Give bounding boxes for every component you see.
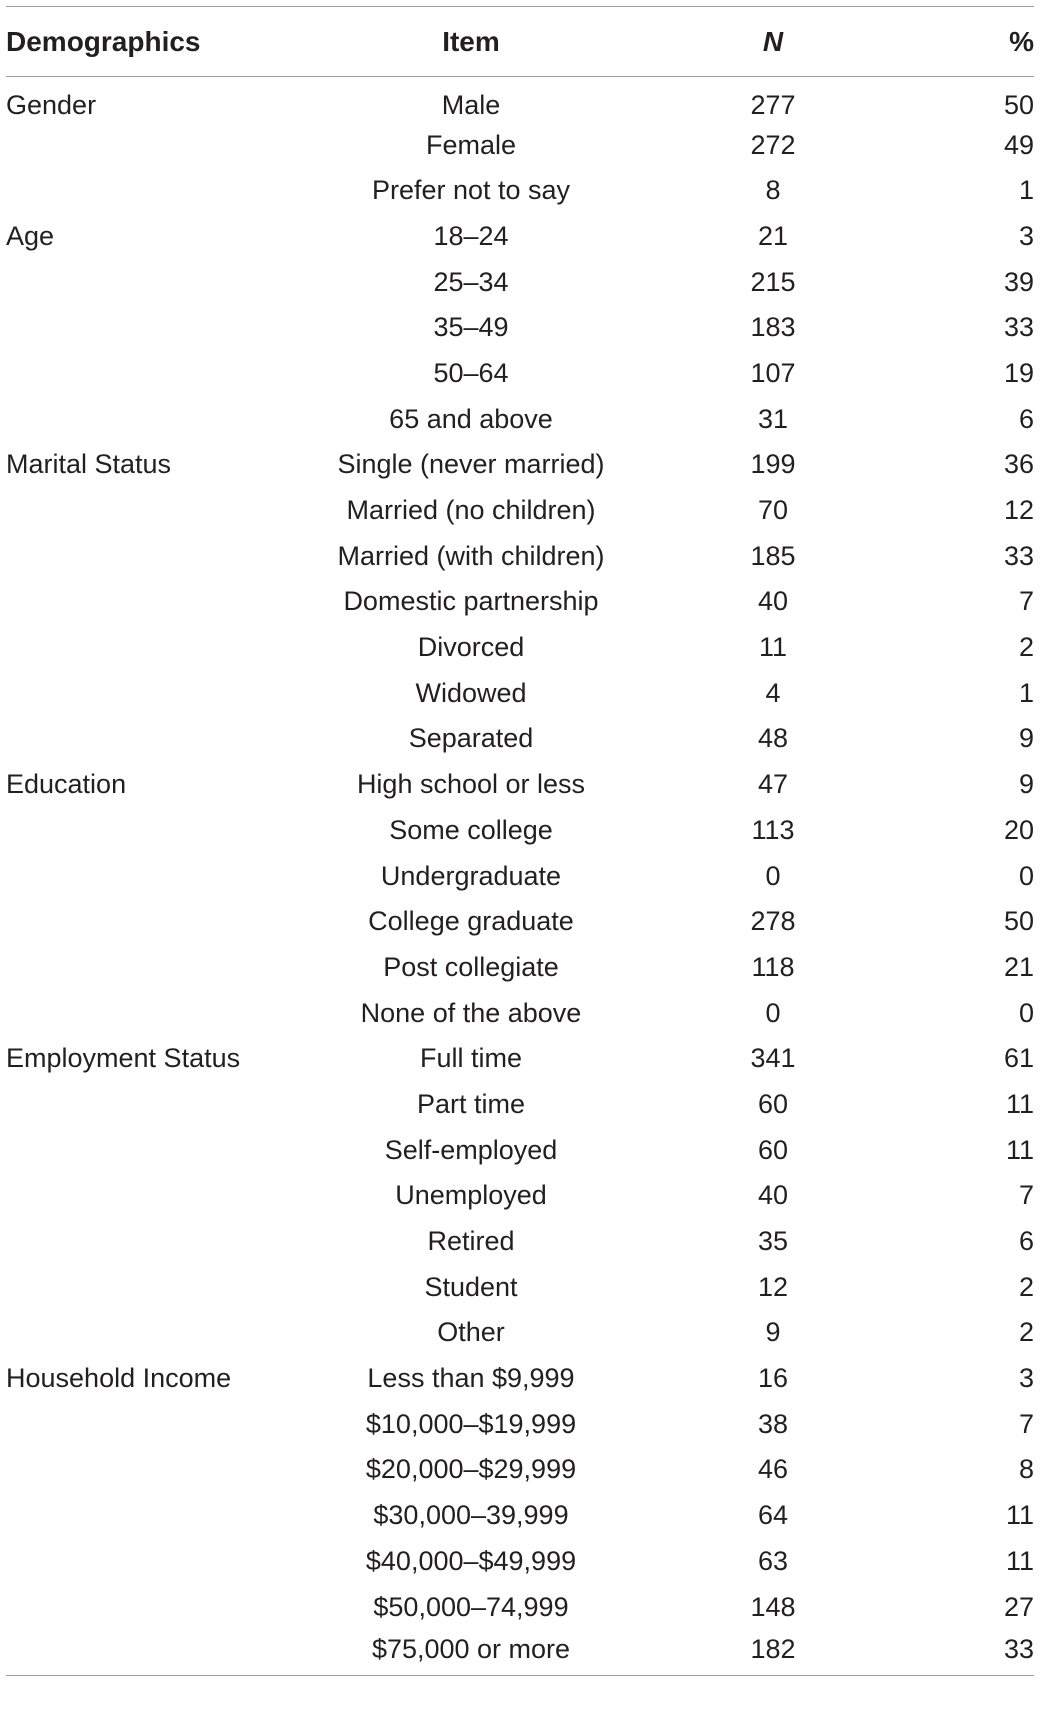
cell-item: Undergraduate	[380, 860, 562, 891]
cell-category	[6, 579, 320, 625]
cell-category	[6, 1264, 320, 1310]
cell-n: 64	[757, 1500, 789, 1531]
table-row	[6, 214, 1034, 260]
table-row	[6, 1082, 1034, 1128]
cell-n: 40	[757, 586, 789, 617]
cell-category: Education	[6, 769, 127, 800]
cell-percent: 11	[1005, 1545, 1034, 1576]
cell-category: Marital Status	[6, 449, 172, 480]
cell-percent: 8	[1018, 1454, 1034, 1485]
cell-n: 11	[758, 632, 788, 663]
cell-category	[6, 1173, 320, 1219]
cell-n: 31	[757, 403, 789, 434]
demographics-table-container	[6, 6, 1034, 1676]
table-row	[6, 533, 1034, 579]
cell-category	[6, 1127, 320, 1173]
cell-percent: 9	[1018, 769, 1034, 800]
cell-n: 47	[757, 769, 789, 800]
cell-n: 9	[765, 1317, 781, 1348]
cell-item: None of the above	[360, 997, 582, 1028]
table-row	[6, 1173, 1034, 1219]
cell-n: 182	[750, 1633, 796, 1664]
table-row	[6, 1356, 1034, 1402]
cell-percent: 0	[1018, 997, 1034, 1028]
cell-category	[6, 305, 320, 351]
cell-category	[6, 168, 320, 214]
cell-category	[6, 1219, 320, 1265]
table-body	[6, 77, 1034, 1676]
table-row	[6, 899, 1034, 945]
cell-category	[6, 808, 320, 854]
cell-item: 25–34	[433, 266, 509, 297]
cell-category	[6, 853, 320, 899]
table-row	[6, 122, 1034, 168]
cell-n: 63	[757, 1545, 789, 1576]
cell-n: 8	[765, 175, 781, 206]
cell-item: Post collegiate	[383, 951, 559, 982]
cell-item: College graduate	[368, 906, 574, 937]
cell-percent: 27	[1003, 1591, 1034, 1622]
cell-percent: 39	[1003, 266, 1034, 297]
cell-percent: 50	[1003, 90, 1034, 121]
cell-category	[6, 488, 320, 534]
cell-n: 12	[757, 1271, 789, 1302]
table-row	[6, 1264, 1034, 1310]
cell-category: Household Income	[6, 1363, 232, 1394]
cell-percent: 3	[1018, 220, 1034, 251]
cell-percent: 6	[1018, 1226, 1034, 1257]
cell-n: 38	[757, 1408, 789, 1439]
cell-n: 0	[765, 860, 781, 891]
cell-percent: 33	[1003, 312, 1034, 343]
cell-category	[6, 351, 320, 397]
table-row	[6, 853, 1034, 899]
cell-n: 70	[757, 495, 789, 526]
cell-item: Widowed	[415, 677, 527, 708]
table-row	[6, 1310, 1034, 1356]
table-row	[6, 1219, 1034, 1265]
table-row	[6, 488, 1034, 534]
table-row	[6, 351, 1034, 397]
cell-item: Retired	[427, 1226, 515, 1257]
cell-n: 60	[757, 1134, 789, 1165]
cell-n: 272	[750, 129, 796, 160]
cell-n: 60	[757, 1088, 789, 1119]
table-row	[6, 396, 1034, 442]
cell-n: 40	[757, 1180, 789, 1211]
cell-category	[6, 945, 320, 991]
table-row	[6, 625, 1034, 671]
cell-percent: 2	[1018, 1271, 1034, 1302]
header-item: Item	[442, 25, 500, 57]
cell-item: Married (no children)	[346, 495, 596, 526]
cell-percent: 36	[1003, 449, 1034, 480]
table-row	[6, 945, 1034, 991]
cell-item: Separated	[408, 723, 534, 754]
table-row	[6, 990, 1034, 1036]
cell-category	[6, 1630, 320, 1676]
table-row	[6, 1539, 1034, 1585]
cell-item: $75,000 or more	[371, 1633, 571, 1664]
table-row	[6, 1127, 1034, 1173]
cell-n: 35	[757, 1226, 789, 1257]
cell-category	[6, 396, 320, 442]
cell-n: 107	[750, 357, 796, 388]
cell-item: High school or less	[356, 769, 586, 800]
table-row	[6, 442, 1034, 488]
cell-n: 277	[750, 90, 796, 121]
cell-item: $50,000–74,999	[373, 1591, 569, 1622]
table-row	[6, 762, 1034, 808]
table-row	[6, 808, 1034, 854]
cell-percent: 12	[1003, 495, 1034, 526]
cell-category: Employment Status	[6, 1043, 241, 1074]
cell-category	[6, 122, 320, 168]
cell-n: 341	[750, 1043, 796, 1074]
cell-category: Age	[6, 220, 55, 251]
cell-n: 199	[750, 449, 796, 480]
cell-percent: 7	[1018, 1408, 1034, 1439]
cell-item: Married (with children)	[337, 540, 605, 571]
table-row	[6, 77, 1034, 123]
demographics-table	[6, 6, 1034, 1676]
cell-category	[6, 533, 320, 579]
cell-percent: 21	[1003, 951, 1034, 982]
cell-category	[6, 259, 320, 305]
cell-item: Male	[441, 90, 501, 121]
table-row	[6, 1584, 1034, 1630]
cell-category	[6, 1584, 320, 1630]
cell-n: 183	[750, 312, 796, 343]
cell-item: Female	[425, 129, 517, 160]
cell-percent: 1	[1018, 175, 1034, 206]
cell-percent: 33	[1003, 1633, 1034, 1664]
cell-percent: 11	[1005, 1088, 1034, 1119]
cell-percent: 49	[1003, 129, 1034, 160]
cell-n: 4	[765, 677, 781, 708]
cell-category	[6, 1539, 320, 1585]
table-row	[6, 1036, 1034, 1082]
cell-percent: 2	[1018, 1317, 1034, 1348]
cell-percent: 3	[1018, 1363, 1034, 1394]
cell-item: 18–24	[433, 220, 509, 251]
cell-percent: 20	[1003, 814, 1034, 845]
cell-item: Unemployed	[395, 1180, 547, 1211]
header-n: N	[762, 25, 784, 57]
cell-n: 16	[757, 1363, 789, 1394]
cell-n: 118	[751, 951, 795, 982]
cell-item: 50–64	[433, 357, 509, 388]
cell-percent: 6	[1018, 403, 1034, 434]
cell-n: 0	[765, 997, 781, 1028]
cell-percent: 2	[1018, 632, 1034, 663]
cell-n: 215	[750, 266, 796, 297]
cell-n: 21	[757, 220, 789, 251]
cell-item: $20,000–$29,999	[365, 1454, 577, 1485]
cell-item: 35–49	[433, 312, 509, 343]
cell-category	[6, 899, 320, 945]
cell-item: Single (never married)	[337, 449, 605, 480]
cell-category	[6, 670, 320, 716]
cell-item: Prefer not to say	[371, 175, 571, 206]
table-row	[6, 716, 1034, 762]
cell-category	[6, 716, 320, 762]
table-header-row	[6, 7, 1034, 77]
cell-percent: 11	[1005, 1134, 1034, 1165]
cell-n: 185	[750, 540, 796, 571]
cell-item: Student	[424, 1271, 518, 1302]
cell-percent: 9	[1018, 723, 1034, 754]
cell-item: $40,000–$49,999	[365, 1545, 577, 1576]
cell-item: Some college	[389, 814, 553, 845]
cell-item: Self-employed	[384, 1134, 558, 1165]
cell-percent: 33	[1003, 540, 1034, 571]
table-row	[6, 1630, 1034, 1676]
table-row	[6, 579, 1034, 625]
table-row	[6, 1401, 1034, 1447]
table-row	[6, 259, 1034, 305]
cell-item: Domestic partnership	[343, 586, 599, 617]
table-row	[6, 1493, 1034, 1539]
cell-item: $30,000–39,999	[373, 1500, 569, 1531]
cell-category	[6, 1310, 320, 1356]
header-percent: %	[1009, 25, 1034, 57]
cell-percent: 61	[1003, 1043, 1034, 1074]
cell-item: Full time	[419, 1043, 522, 1074]
cell-category	[6, 1082, 320, 1128]
table-row	[6, 305, 1034, 351]
cell-percent: 0	[1018, 860, 1034, 891]
table-row	[6, 168, 1034, 214]
cell-percent: 1	[1018, 677, 1034, 708]
header-demographics: Demographics	[6, 25, 201, 57]
cell-percent: 7	[1018, 1180, 1034, 1211]
table-row	[6, 1447, 1034, 1493]
cell-percent: 7	[1018, 586, 1034, 617]
cell-category	[6, 1401, 320, 1447]
cell-category	[6, 625, 320, 671]
cell-item: Part time	[416, 1088, 526, 1119]
cell-item: $10,000–$19,999	[365, 1408, 577, 1439]
cell-item: Divorced	[417, 632, 525, 663]
cell-n: 46	[757, 1454, 789, 1485]
cell-category: Gender	[6, 90, 97, 121]
cell-category	[6, 1447, 320, 1493]
cell-n: 148	[750, 1591, 796, 1622]
table-row	[6, 670, 1034, 716]
cell-item: Other	[437, 1317, 505, 1348]
cell-percent: 11	[1005, 1500, 1034, 1531]
cell-item: Less than $9,999	[367, 1363, 575, 1394]
cell-item: 65 and above	[389, 403, 553, 434]
cell-n: 278	[750, 906, 796, 937]
cell-category	[6, 990, 320, 1036]
cell-n: 113	[751, 814, 795, 845]
cell-category	[6, 1493, 320, 1539]
cell-n: 48	[757, 723, 789, 754]
cell-percent: 19	[1003, 357, 1034, 388]
cell-percent: 50	[1003, 906, 1034, 937]
